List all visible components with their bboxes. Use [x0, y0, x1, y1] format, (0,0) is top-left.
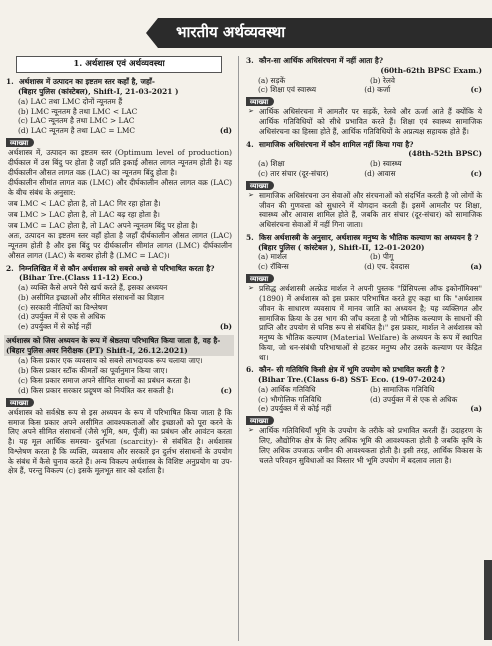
explanation-para: अतः, उत्पादन का इष्टतम स्तर वहाँ होता है जहाँ दीर्घकालीन औसत लागत (LAC) न्यूनतम होती है और इस बिंदु पर दीर्घकालीन सीमांत लागत (LMC) दीर्घकालीन औसत लागत (LAC) के बराबर होती है (LMC = LAC)।	[8, 231, 232, 260]
question-number: 3.	[246, 56, 254, 65]
question-number: 2.	[6, 263, 14, 273]
arrow-icon: ➢	[248, 284, 254, 293]
answer: (d)	[219, 126, 232, 136]
option-b: (b) सामाजिक गतिविधि	[370, 384, 435, 394]
option-b: (b) किस प्रकार स्टॉक कीमतों का पूर्वानुमान किया जाए।	[18, 366, 168, 376]
question-source: (बिहार पुलिस ( कांस्टेबल ), Shift-II, 12-01-2020)	[258, 242, 425, 252]
option-a: (a) LAC तथा LMC दोनों न्यूनतम हैं	[18, 96, 123, 106]
question-text: निम्नलिखित में से कौन अर्थशास्त्र को सबसे अच्छे से परिभाषित करता है?	[19, 263, 215, 273]
option-b: (b) रेलवे	[370, 75, 395, 85]
option-a: (a) मार्शल	[258, 252, 287, 262]
question-3b	[246, 56, 482, 137]
page-edge-tab	[484, 560, 492, 640]
explanation-label: व्याख्या	[246, 181, 274, 190]
option-c: (c) तार संचार (दूर-संचार)	[258, 168, 329, 178]
option-b: (b) स्वास्थ्य	[370, 159, 402, 169]
answer: (c)	[470, 168, 482, 178]
question-text: किस अर्थशास्त्री के अनुसार, अर्थशास्त्र मनुष्य के भौतिक कल्याण का अध्ययन है ?	[259, 232, 479, 242]
option-d: (d) एच. देवदास	[364, 262, 410, 272]
option-b: (b) LMC न्यूनतम है तथा LMC < LAC	[18, 106, 138, 116]
answer: (a)	[470, 262, 482, 272]
question-5	[246, 233, 482, 362]
header-title-bar	[158, 18, 492, 48]
explanation-label: व्याख्या	[6, 138, 34, 147]
option-a: (a) शिक्षा	[258, 159, 285, 169]
option-d: (d) आवास	[364, 168, 396, 178]
explanation-para: जब LMC < LAC होता है, तो LAC गिर रहा होता है।	[8, 199, 161, 208]
option-a: (a) किस प्रकार एक व्यवसाय को सबसे लाभदायक रूप चलाया जाए।	[18, 356, 203, 366]
option-c: (c) LAC न्यूनतम है तथा LMC > LAC	[18, 116, 135, 126]
explanation: प्रसिद्ध अर्थशास्त्री अल्फ्रेड मार्शल ने अपनी पुस्तक "प्रिंसिपल्स ऑफ इकोनॉमिक्स" (1890) में अर्थशास्त्र को इस प्रकार परिभाषित करते हुए कहा था कि "अर्थशास्त्र जीवन के साधारण व्यवसाय में मानव जाति का अध्ययन है; यह व्यक्तिगत और सामाजिक क्रिया के उस भाग की जाँच करता है जो भौतिक कल्याण के साधनों की प्राप्ति और उपयोग से घनिष्ठ रूप से संबंधित है।" इस प्रकार, मार्शल ने अर्थशास्त्र को मनुष्य के भौतिक कल्याण (Material Welfare) के अध्ययन के रूप में स्थापित किया, जो धन-संबंधी परिभाषाओं से हटकर मनुष्य और उसके कल्याण पर केंद्रित था।	[259, 284, 482, 362]
right-column	[246, 56, 482, 469]
answer: (c)	[470, 85, 482, 95]
question-text: कौन-सा आर्थिक अधिसंरचना में नहीं आता है?	[259, 56, 384, 65]
option-b: (b) असीमित इच्छाओं और सीमित संसाधनों का विज्ञान	[18, 292, 164, 302]
header-arrow-shape	[146, 18, 158, 48]
option-a: (a) आर्थिक गतिविधि	[258, 384, 316, 394]
option-a: (a) सड़कें	[258, 75, 286, 85]
option-c: (c) किस प्रकार समाज अपने सीमित साधनों का प्रबंधन करता है।	[18, 376, 191, 386]
question-6	[246, 365, 482, 465]
answer: (a)	[470, 404, 482, 414]
option-e: (e) उपर्युक्त में से कोई नहीं	[18, 322, 92, 332]
option-c: (c) सरकारी नीतियों का विश्लेषण	[18, 302, 108, 312]
explanation-para: जब LMC > LAC होता है, तो LAC बढ़ रहा होता है।	[8, 209, 160, 219]
option-d: (d) किस प्रकार सरकार प्रदूषण को नियंत्रित कर सकती है।	[18, 385, 174, 395]
option-c: (c) शिक्षा एवं स्वास्थ्य	[258, 85, 317, 95]
page-header	[0, 0, 492, 48]
explanation-label: व्याख्या	[6, 398, 34, 407]
question-4	[246, 140, 482, 230]
answer: (b)	[219, 322, 232, 332]
question-number: 1.	[6, 77, 14, 87]
explanation: आर्थिक अधिसंरचना में आमतौर पर सड़कें, रेलवे और ऊर्जा आते हैं क्योंकि ये आर्थिक गतिविधियों को सीधे प्रभावित करते हैं। शिक्षा एवं स्वास्थ्य सामाजिक अधिसंरचना का हिस्सा होते हैं, आर्थिक गतिविधियों के अप्रत्यक्ष सहायक होते हैं।	[259, 107, 482, 136]
explanation-label: व्याख्या	[246, 416, 274, 425]
question-source: (बिहार पुलिस अवर निरीक्षक (PT) Shift-I, 26.12.2021)	[6, 345, 188, 355]
explanation: आर्थिक गतिविधियाँ भूमि के उपयोग के तरीके को प्रभावित करती हैं। उदाहरण के लिए, औद्योगिक क्षेत्र के लिए अधिक भूमि की आवश्यकता होती है जबकि कृषि के लिए अधिक उपजाऊ जमीन की आवश्यकता होती है। इसी तरह, आर्थिक विकास के चलते परिवहन सुविधाओं का विस्तार भी भूमि उपयोग में बदलाव लाता है।	[259, 426, 482, 465]
question-1	[6, 77, 232, 260]
explanation-para: जब LMC = LAC होता है, तो LAC अपने न्यूनतम बिंदु पर होता है।	[8, 220, 198, 230]
arrow-icon: ➢	[248, 190, 254, 199]
answer: (c)	[220, 385, 232, 395]
question-3	[6, 335, 232, 476]
page-title: भारतीय अर्थव्यवस्था	[176, 23, 286, 41]
question-text: कौन- सी गतिविधि किसी क्षेत्र में भूमि उपयोग को प्रभावित करती है ?	[259, 365, 445, 375]
question-number: 6.	[246, 365, 254, 375]
explanation: अर्थशास्त्र को सर्वश्रेष्ठ रूप से इस अध्ययन के रूप में परिभाषित किया जाता है कि समाज किस प्रकार अपने असीमित आवश्यकताओं और इच्छाओं को पूरा करने के लिए अपने सीमित संसाधनों (जैसे भूमि, श्रम, पूँजी) का प्रबंधन और आवंटन करता है। यह मूल आर्थिक समस्या- दुर्लभता (scarcity)- से संबंधित है। अर्थशास्त्र विश्लेषण करता है कि व्यक्ति, व्यवसाय और सरकारें इन दुर्लभ संसाधनों के उपयोग के संबंध में कैसे चुनाव करते हैं। अन्य विकल्प अर्थशास्त्र के विशिष्ट अनुप्रयोग या उप-क्षेत्र हैं, परन्तु विकल्प (c) इसके मूलभूत सार को दर्शाता है।	[8, 407, 232, 476]
left-column	[6, 56, 232, 479]
question-text: सामाजिक अधिसंरचना में कौन शामिल नहीं किया गया है?	[259, 139, 414, 149]
option-d: (d) LAC न्यूनतम है तथा LAC = LMC	[18, 126, 136, 136]
explanation-label: व्याख्या	[246, 274, 274, 283]
option-c: (c) रॉबिन्स	[258, 262, 289, 272]
question-source: (Bihar Tre.(Class 11-12) Eco.)	[19, 273, 143, 283]
question-source: (60th-62th BPSC Exam.)	[380, 65, 482, 75]
column-divider	[238, 56, 239, 641]
question-number: 4.	[246, 139, 254, 149]
option-d: (d) उपर्युक्त में से एक से अधिक	[18, 312, 106, 322]
explanation	[6, 148, 232, 260]
explanation-para: दीर्घकालीन सीमांत लागत वक्र (LMC) और दीर्घकालीन औसत लागत वक्र (LAC) के बीच संबंध के अनुसार:	[8, 178, 232, 198]
question-2	[6, 264, 232, 332]
explanation: सामाजिक अधिसंरचना उन सेवाओं और संरचनाओं को संदर्भित करती है जो लोगों के जीवन की गुणवत्ता को सुधारने में योगदान करती हैं। इसमें आमतौर पर शिक्षा, स्वास्थ्य और आवास शामिल होते हैं, जबकि तार संचार (दूर-संचार) को सामाजिक अधिसंरचना सेवाओं में नहीं गिना जाता।	[259, 190, 482, 230]
option-b: (b) पीगू	[370, 252, 394, 262]
explanation-label: व्याख्या	[246, 97, 274, 106]
question-source: (48th-52th BPSC)	[408, 149, 482, 159]
question-text: अर्थशास्त्र को जिस अध्ययन के रूप में श्रेष्ठतया परिभाषित किया जाता है, वह है-	[6, 335, 221, 345]
arrow-icon: ➢	[248, 426, 254, 435]
question-text: अर्थशास्त्र में उत्पादन का इष्टतम स्तर कहाँ है, जहाँ-	[19, 77, 155, 87]
option-a: (a) व्यक्ति कैसे अपने पैसे खर्च करते हैं, इसका अध्ययन	[18, 283, 168, 293]
chapter-heading: 1. अर्थशास्त्र एवं अर्थव्यवस्था	[16, 56, 222, 73]
question-number: 5.	[246, 232, 254, 242]
question-source: (बिहार पुलिस (कांस्टेबल), Shift-I, 21-03-2021 )	[18, 87, 179, 97]
option-d: (d) उपर्युक्त में से एक से अधिक	[370, 394, 458, 404]
option-e: (e) उपर्युक्त में से कोई नहीं	[258, 404, 332, 414]
arrow-icon: ➢	[248, 107, 254, 116]
option-c: (c) भौगोलिक गतिविधि	[258, 394, 322, 404]
question-source: (Bihar Tre.(Class 6-8) SST- Eco. (19-07-2024)	[258, 375, 446, 385]
option-d: (d) कर्जा	[364, 85, 391, 95]
explanation-para: अर्थशास्त्र में, उत्पादन का इष्टतम स्तर (Optimum level of production) दीर्घकाल में उस बिंदु पर होता है जहाँ प्रति इकाई औसत लागत न्यूनतम होती है। यह दीर्घकालीन औसत लागत वक्र (LAC) का न्यूनतम बिंदु होता है।	[8, 148, 232, 177]
